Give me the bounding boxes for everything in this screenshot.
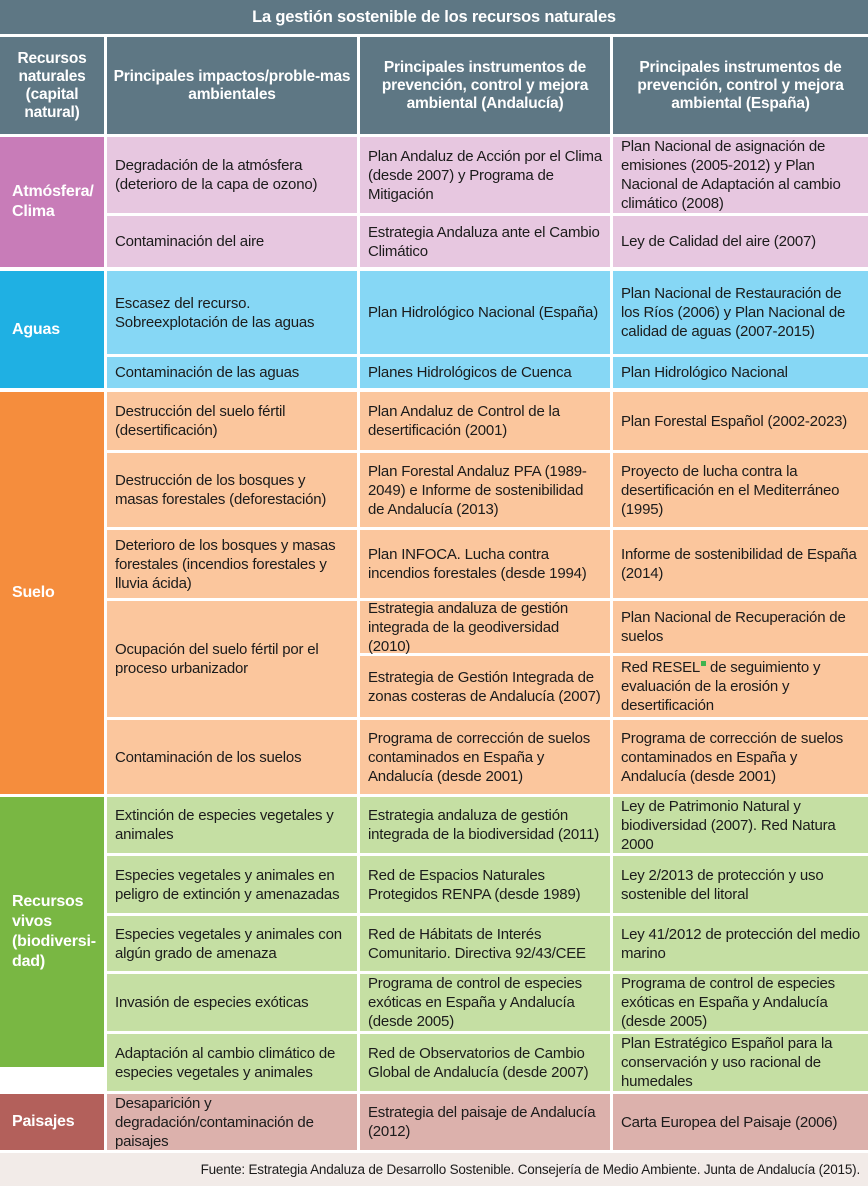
andalucia-cell: Estrategia de Gestión Integrada de zonas costeras de Andalucía (2007)	[360, 656, 610, 717]
impact-cell: Adaptación al cambio climático de especies vegetales y animales	[107, 1034, 357, 1091]
espana-cell: Ley de Patrimonio Natural y biodiversidad (2007). Red Natura 2000	[613, 797, 868, 853]
andalucia-cell: Estrategia andaluza de gestión integrada de la geodiversidad (2010)	[360, 601, 610, 653]
espana-cell: Carta Europea del Paisaje (2006)	[613, 1094, 868, 1150]
group-label-suelo: Suelo	[0, 392, 104, 794]
espana-cell: Programa de corrección de suelos contaminados en España y Andalucía (desde 2001)	[613, 720, 868, 794]
espana-cell: Plan Nacional de Recuperación de suelos	[613, 601, 868, 653]
impact-cell: Contaminación de las aguas	[107, 357, 357, 388]
source-footer: Fuente: Estrategia Andaluza de Desarrollo Sostenible. Consejería de Medio Ambiente. Junta de Andalucía (2015).	[0, 1153, 868, 1186]
espana-cell: Plan Estratégico Español para la conservación y uso racional de humedales	[613, 1034, 868, 1091]
andalucia-cell: Plan INFOCA. Lucha contra incendios forestales (desde 1994)	[360, 530, 610, 598]
impact-cell: Degradación de la atmósfera (deterioro de la capa de ozono)	[107, 137, 357, 213]
andalucia-cell: Plan Andaluz de Control de la desertificación (2001)	[360, 392, 610, 450]
impact-cell: Destrucción de los bosques y masas forestales (deforestación)	[107, 453, 357, 527]
espana-cell: Informe de sostenibilidad de España (2014)	[613, 530, 868, 598]
resel-label: Red RESEL	[621, 659, 701, 676]
espana-cell: Ley 2/2013 de protección y uso sostenible del litoral	[613, 856, 868, 913]
espana-cell: Ley de Calidad del aire (2007)	[613, 216, 868, 267]
andalucia-cell: Programa de corrección de suelos contaminados en España y Andalucía (desde 2001)	[360, 720, 610, 794]
resel-text	[621, 658, 860, 715]
andalucia-cell: Planes Hidrológicos de Cuenca	[360, 357, 610, 388]
header-espana: Principales instrumentos de prevención, control y mejora ambiental (España)	[613, 37, 868, 134]
espana-cell: Ley 41/2012 de protección del medio marino	[613, 916, 868, 971]
impact-cell: Ocupación del suelo fértil por el proceso urbanizador	[107, 601, 357, 717]
andalucia-cell: Plan Hidrológico Nacional (España)	[360, 271, 610, 354]
andalucia-cell: Red de Hábitats de Interés Comunitario. Directiva 92/43/CEE	[360, 916, 610, 971]
impact-cell: Escasez del recurso. Sobreexplotación de las aguas	[107, 271, 357, 354]
andalucia-cell: Estrategia Andaluza ante el Cambio Climático	[360, 216, 610, 267]
andalucia-cell: Plan Andaluz de Acción por el Clima (desde 2007) y Programa de Mitigación	[360, 137, 610, 213]
impact-cell: Desaparición y degradación/contaminación de paisajes	[107, 1094, 357, 1150]
group-label-aguas: Aguas	[0, 271, 104, 388]
andalucia-cell: Estrategia del paisaje de Andalucía (2012)	[360, 1094, 610, 1150]
impact-cell: Invasión de especies exóticas	[107, 974, 357, 1031]
espana-cell: Plan Forestal Español (2002-2023)	[613, 392, 868, 450]
group-label-vivos: Recursos vivos (biodiversi-dad)	[0, 797, 104, 1067]
espana-cell-resel	[613, 656, 868, 717]
espana-cell: Plan Nacional de asignación de emisiones (2005-2012) y Plan Nacional de Adaptación al cambio climático (2008)	[613, 137, 868, 213]
andalucia-cell: Red de Espacios Naturales Protegidos RENPA (desde 1989)	[360, 856, 610, 913]
header-impactos: Principales impactos/proble-mas ambientales	[107, 37, 357, 134]
espana-cell: Plan Hidrológico Nacional	[613, 357, 868, 388]
impact-cell: Especies vegetales y animales en peligro de extinción y amenazadas	[107, 856, 357, 913]
espana-cell: Proyecto de lucha contra la desertificación en el Mediterráneo (1995)	[613, 453, 868, 527]
impact-cell: Contaminación de los suelos	[107, 720, 357, 794]
andalucia-cell: Programa de control de especies exóticas en España y Andalucía (desde 2005)	[360, 974, 610, 1031]
espana-cell: Programa de control de especies exóticas en España y Andalucía (desde 2005)	[613, 974, 868, 1031]
andalucia-cell: Plan Forestal Andaluz PFA (1989-2049) e Informe de sostenibilidad de Andalucía (2013)	[360, 453, 610, 527]
impact-cell: Extinción de especies vegetales y animales	[107, 797, 357, 853]
espana-cell: Plan Nacional de Restauración de los Ríos (2006) y Plan Nacional de calidad de aguas (2007-2015)	[613, 271, 868, 354]
table-title: La gestión sostenible de los recursos naturales	[0, 0, 868, 34]
impact-cell: Especies vegetales y animales con algún grado de amenaza	[107, 916, 357, 971]
header-recursos: Recursos naturales (capital natural)	[0, 37, 104, 134]
group-label-atmosfera: Atmósfera/ Clima	[0, 137, 104, 267]
resel-description: de seguimiento y evaluación de la erosión y desertificación	[621, 659, 821, 714]
impact-cell: Destrucción del suelo fértil (desertificación)	[107, 392, 357, 450]
andalucia-cell: Red de Observatorios de Cambio Global de Andalucía (desde 2007)	[360, 1034, 610, 1091]
group-label-paisajes: Paisajes	[0, 1094, 104, 1150]
andalucia-cell: Estrategia andaluza de gestión integrada de la biodiversidad (2011)	[360, 797, 610, 853]
impact-cell: Contaminación del aire	[107, 216, 357, 267]
impact-cell: Deterioro de los bosques y masas forestales (incendios forestales y lluvia ácida)	[107, 530, 357, 598]
header-andalucia: Principales instrumentos de prevención, control y mejora ambiental (Andalucía)	[360, 37, 610, 134]
